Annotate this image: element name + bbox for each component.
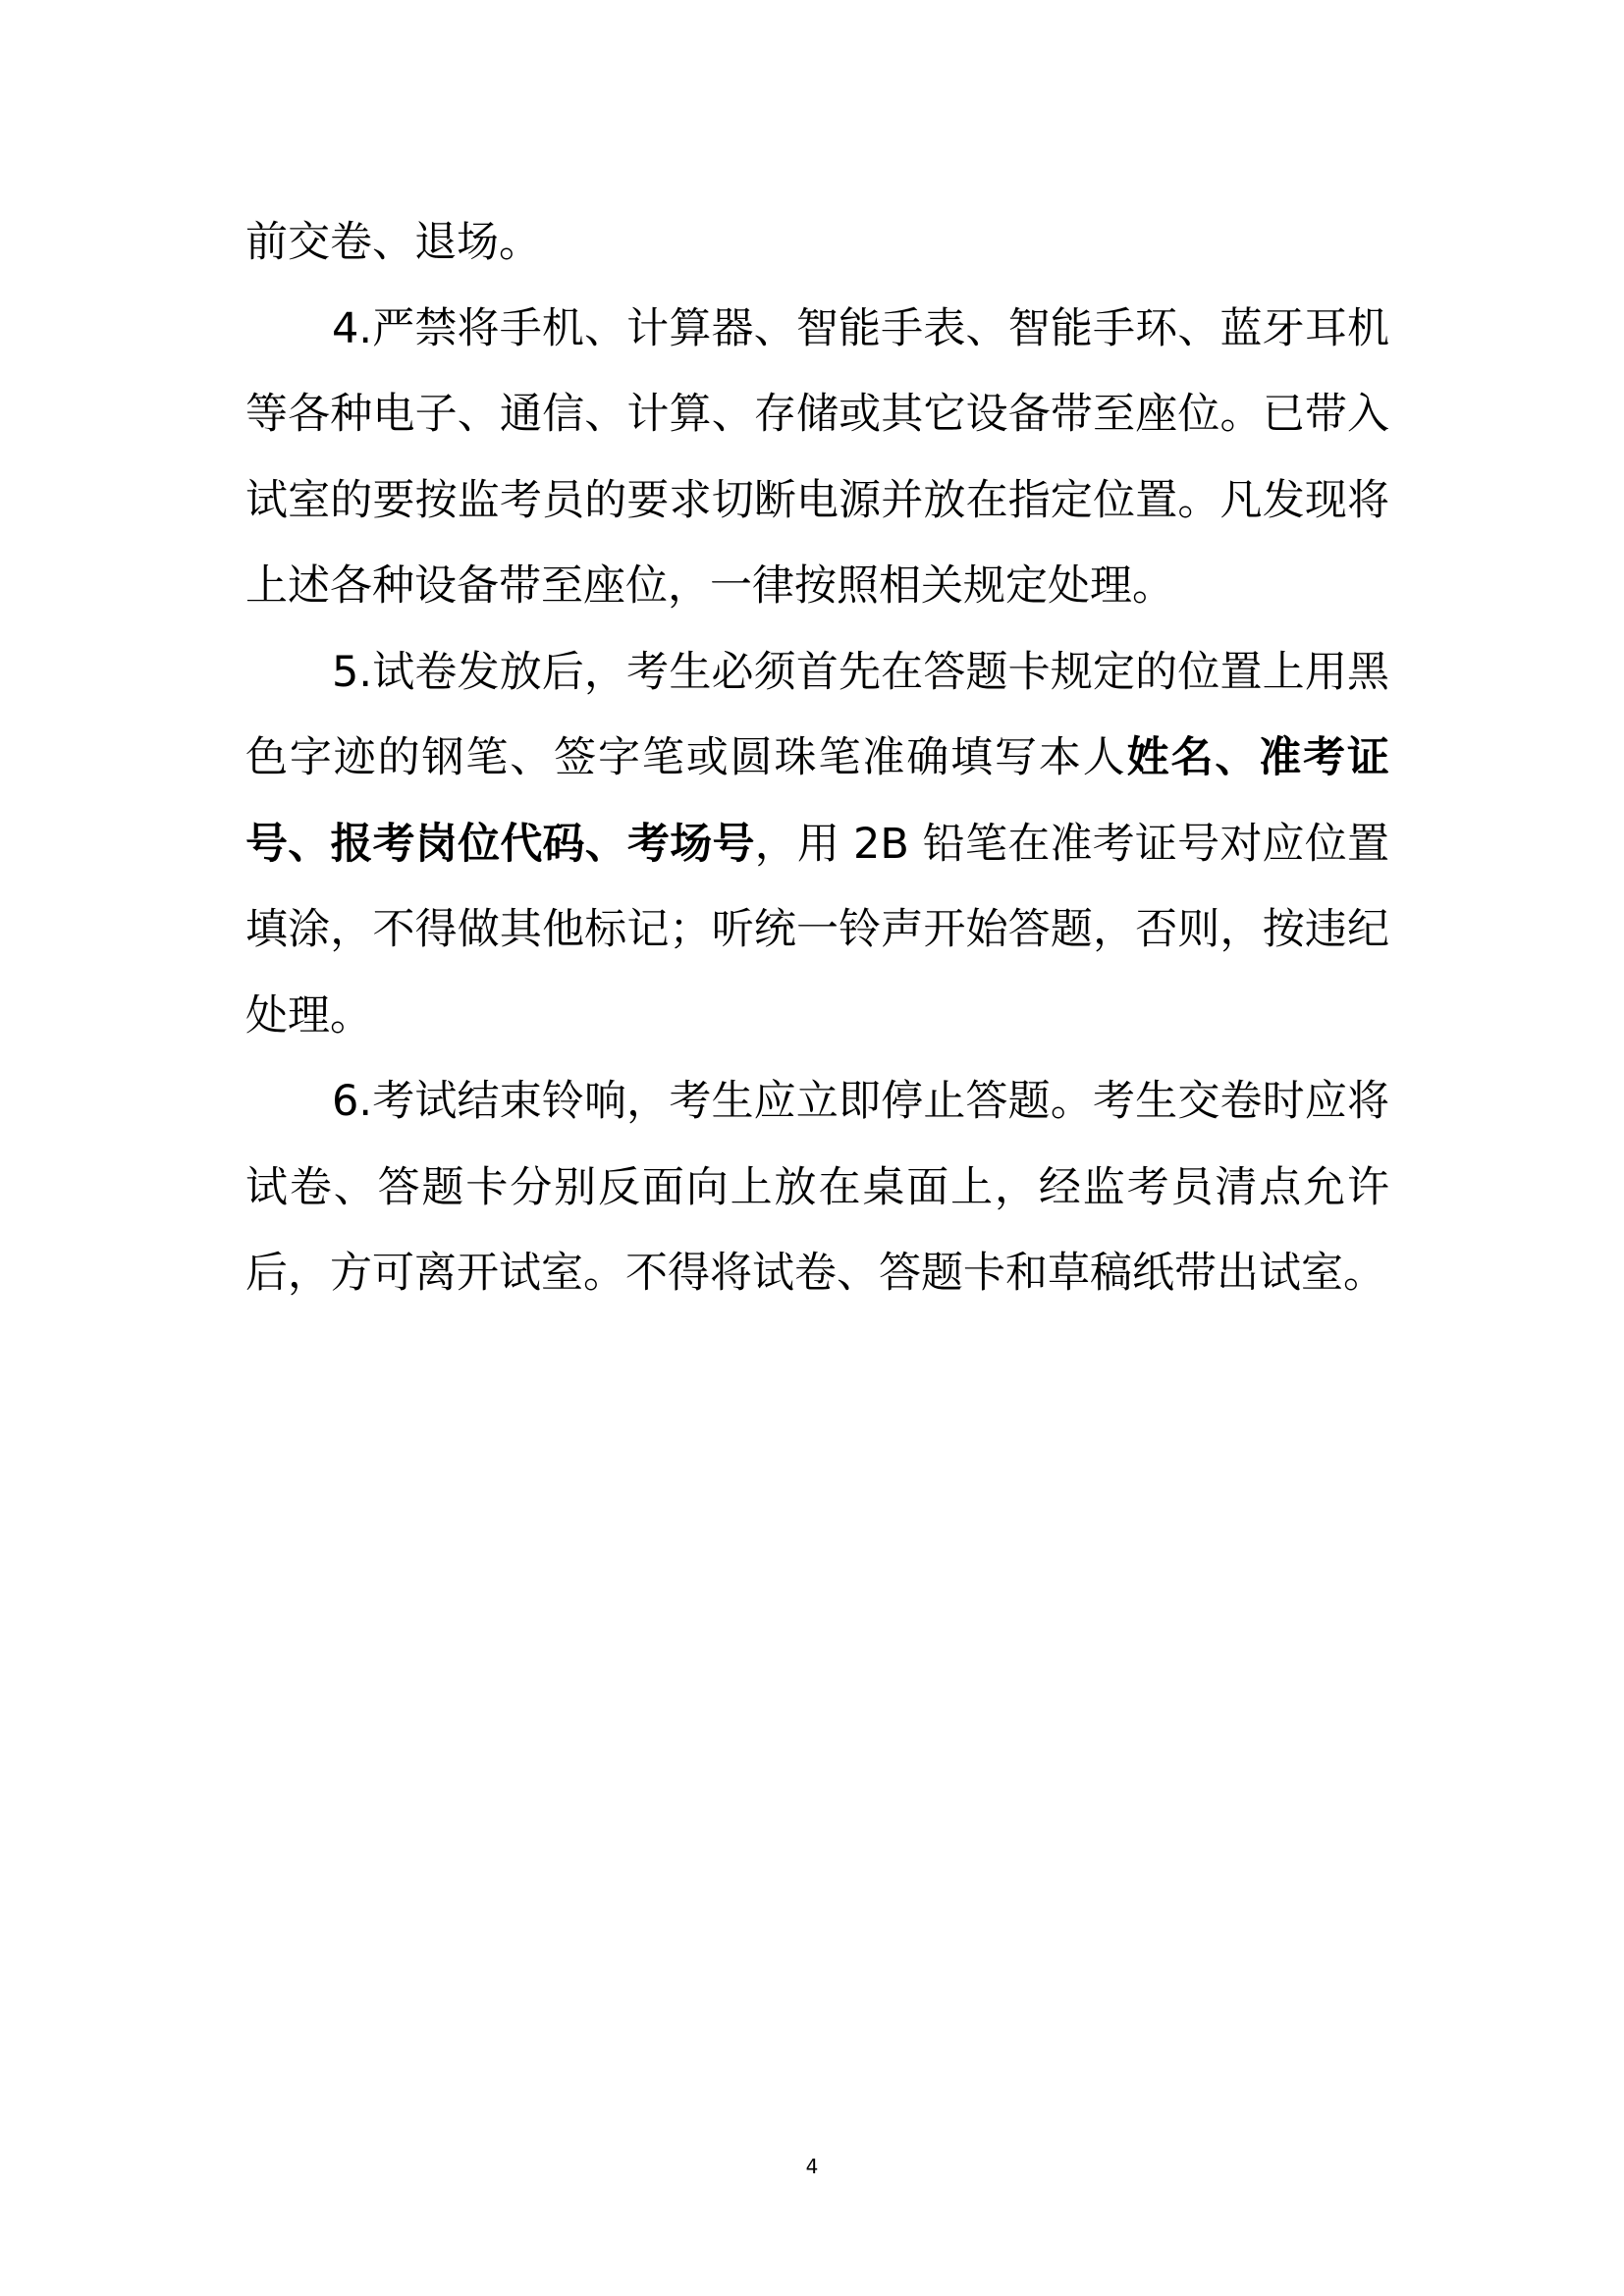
paragraph-continuation [245,200,1389,287]
paragraph-rule-6 [245,1059,1389,1317]
body-text [245,200,1389,1317]
paragraph-rule-4 [245,287,1389,630]
page-number: 4 [805,2155,819,2178]
paragraph-text: 4.严禁将手机、计算器、智能手表、智能手环、蓝牙耳机等各种电子、通信、计算、存储或其它设备带至座位。已带入试室的要按监考员的要求切断电源并放在指定位置。凡发现将上述各种设备带至座位，一律按照相关规定处理。 [245,303,1389,611]
bold-required-fields: 姓名、准考证号、报考岗位代码、考场号 [245,733,1390,869]
paragraph-text: 前交卷、退场。 [245,218,541,267]
paragraph-rule-5 [245,630,1389,1060]
paragraph-text: 6.考试结束铃响，考生应立即停止答题。考生交卷时应将试卷、答题卡分别反面向上放在桌面上，经监考员清点允许后，方可离开试室。不得将试卷、答题卡和草稿纸带出试室。 [245,1077,1389,1298]
paragraph-text: ，用 2B 铅笔在准考证号对应位置填涂，不得做其他标记；听统一铃声开始答题，否则，按违纪处理。 [245,819,1390,1041]
paragraph-text: 5.试卷发放后，考生必须首先在答题卡规定的位置上用黑色字迹的钢笔、签字笔或圆珠笔准确填写本人 [245,647,1389,782]
